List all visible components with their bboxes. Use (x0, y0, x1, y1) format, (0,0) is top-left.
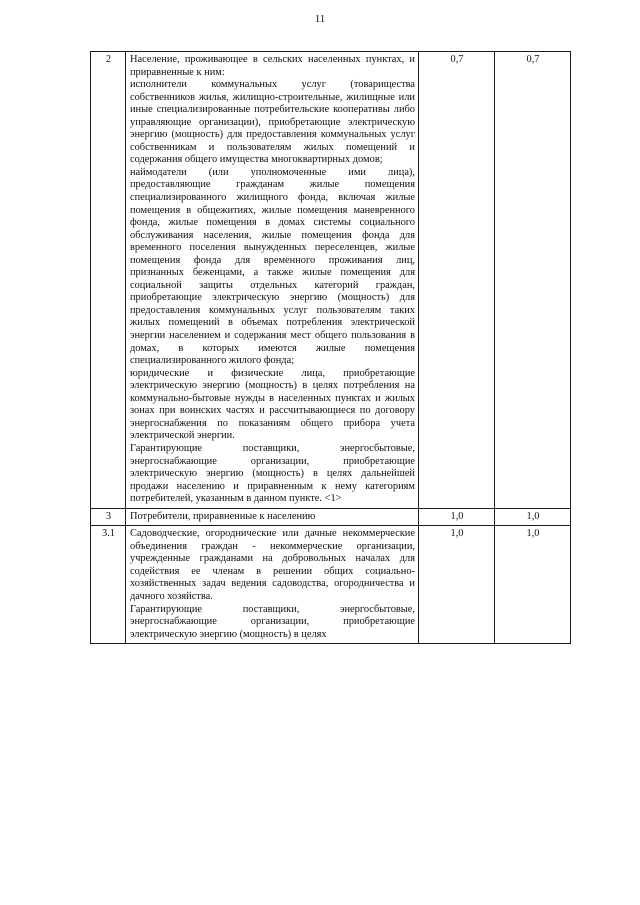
description-paragraph: Потребители, приравненные к населению (130, 510, 316, 522)
table-row (91, 508, 571, 526)
description-paragraph: Садоводческие, огороднические или дачные некоммерческие объединения граждан - некоммерческие организации, учрежденные гражданами на добровольных началах для содействия ее членам в решении общих социально-хозяйственных задач ведения садоводства, огородничества и дачного хозяйства. (130, 528, 415, 602)
row-value-1: 1,0 (419, 508, 495, 526)
row-value-1: 0,7 (419, 52, 495, 509)
description-paragraph: Гарантирующие поставщики, энергосбытовые, энергоснабжающие организации, приобретающие электрическую энергию (мощность) в целях дальнейшей продажи населению и приравненным к нему категориям потребителей, указанным в данном пункте. <1> (130, 442, 415, 505)
description-paragraph: Гарантирующие поставщики, энергосбытовые, энергоснабжающие организации, приобретающие электрическую энергию (мощность) в целях (130, 603, 415, 640)
row-description (126, 526, 419, 644)
row-number: 3 (91, 508, 126, 526)
row-value-2: 1,0 (495, 508, 571, 526)
row-number: 2 (91, 52, 126, 509)
row-description (126, 508, 419, 526)
row-value-1: 1,0 (419, 526, 495, 644)
row-value-2: 1,0 (495, 526, 571, 644)
tariff-table (90, 51, 571, 644)
row-number: 3.1 (91, 526, 126, 644)
row-description (126, 52, 419, 509)
table-row (91, 52, 571, 509)
table-row (91, 526, 571, 644)
description-paragraph: Население, проживающее в сельских населенных пунктах, и приравненные к ним: (130, 54, 415, 78)
description-paragraph: юридические и физические лица, приобретающие электрическую энергию (мощность) в целях потребления на коммунально-бытовые нужды в населенных пунктах и жилых зонах при воинских частях и рассчитывающиеся по договору энергоснабжения по показаниям общего прибора учета электрической энергии. (130, 367, 415, 442)
page-number: 11 (314, 13, 326, 25)
row-value-2: 0,7 (495, 52, 571, 509)
description-paragraph: наймодатели (или уполномоченные ими лица), предоставляющие гражданам жилые помещения специализированного жилищного фонда, включая жилые помещения в общежитиях, жилые помещения маневренного фонда, жилые помещения в домах системы социального обслуживания населения, жилые помещения фонда для временного поселения вынужденных переселенцев, жилые помещения фонда для временного проживания лиц, признанных беженцами, а также жилые помещения для социальной защиты отдельных категорий граждан, приобретающие электрическую энергию (мощность) для предоставления коммунальных услуг пользователям таких жилых помещений в объемах потребления электрической энергии населением и содержания мест общего пользования в домах, в которых имеются жилые помещения специализированного жилого фонда; (130, 166, 415, 367)
description-paragraph: исполнители коммунальных услуг (товарищества собственников жилья, жилищно-строительные, жилищные или иные специализированные потребительские кооперативы либо управляющие организации), приобретающие электрическую энергию (мощность) для предоставления коммунальных услуг собственникам и пользователям жилых помещений и содержания общего имущества многоквартирных домов; (130, 79, 415, 166)
